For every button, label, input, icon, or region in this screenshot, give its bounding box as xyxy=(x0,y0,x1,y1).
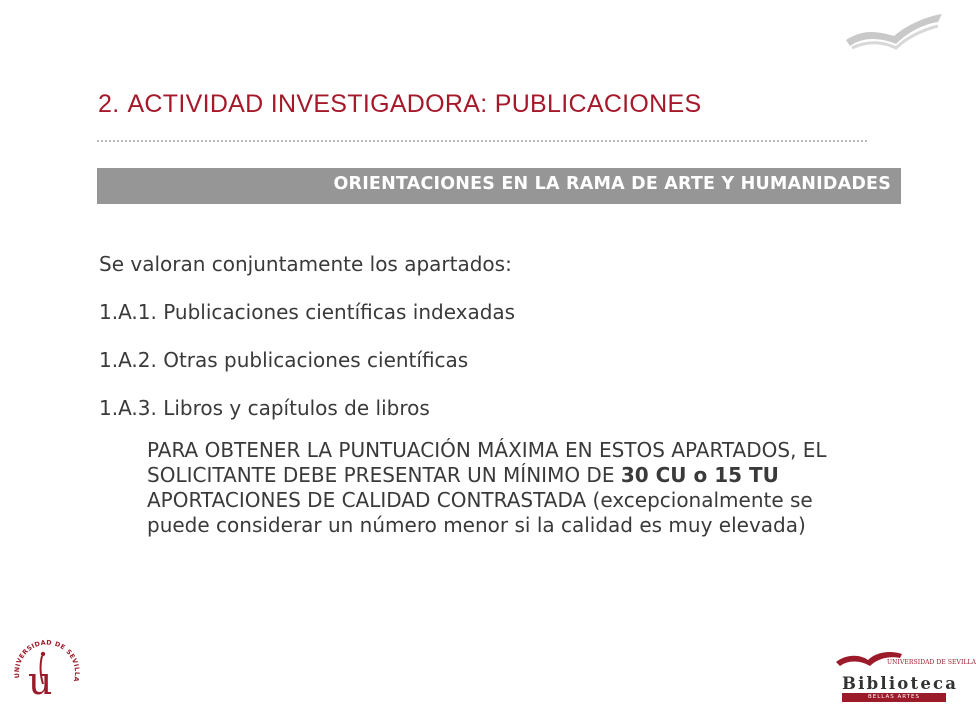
intro-text: Se valoran conjuntamente los apartados: xyxy=(99,252,512,276)
note-text-end: APORTACIONES DE CALIDAD CONTRASTADA (excepcionalmente se puede considerar un número menor si la calidad es muy elevada) xyxy=(147,488,813,537)
open-book-icon xyxy=(842,10,946,54)
university-seal-icon xyxy=(12,628,82,706)
list-item: 1.A.1. Publicaciones científicas indexadas xyxy=(99,300,516,324)
page-title xyxy=(98,90,701,119)
library-logo-top: UNIVERSIDAD DE SEVILLA xyxy=(887,659,976,666)
section-title: ACTIVIDAD INVESTIGADORA: PUBLICACIONES xyxy=(127,90,702,118)
requirement-note xyxy=(147,438,847,538)
svg-text:u: u xyxy=(28,659,53,703)
library-logo-name: Biblioteca xyxy=(842,674,959,693)
note-text-start: PARA OBTENER LA PUNTUACIÓN MÁXIMA EN ESTOS APARTADOS, EL SOLICITANTE DEBE PRESENTAR UN MÍNIMO DE xyxy=(147,438,827,487)
banner-text: ORIENTACIONES EN LA RAMA DE ARTE Y HUMANIDADES xyxy=(333,174,891,194)
section-banner xyxy=(97,168,901,204)
section-number: 2. xyxy=(98,90,120,118)
library-logo-subtitle: BELLAS ARTES xyxy=(842,693,946,702)
content-body xyxy=(99,252,879,538)
svg-text:UNIVERSIDAD DE SEVILLA: UNIVERSIDAD DE SEVILLA xyxy=(12,638,82,683)
title-divider xyxy=(97,140,867,142)
list-item: 1.A.2. Otras publicaciones científicas xyxy=(99,348,469,372)
list-item: 1.A.3. Libros y capítulos de libros xyxy=(99,396,430,420)
note-emphasis: 30 CU o 15 TU xyxy=(620,463,779,487)
